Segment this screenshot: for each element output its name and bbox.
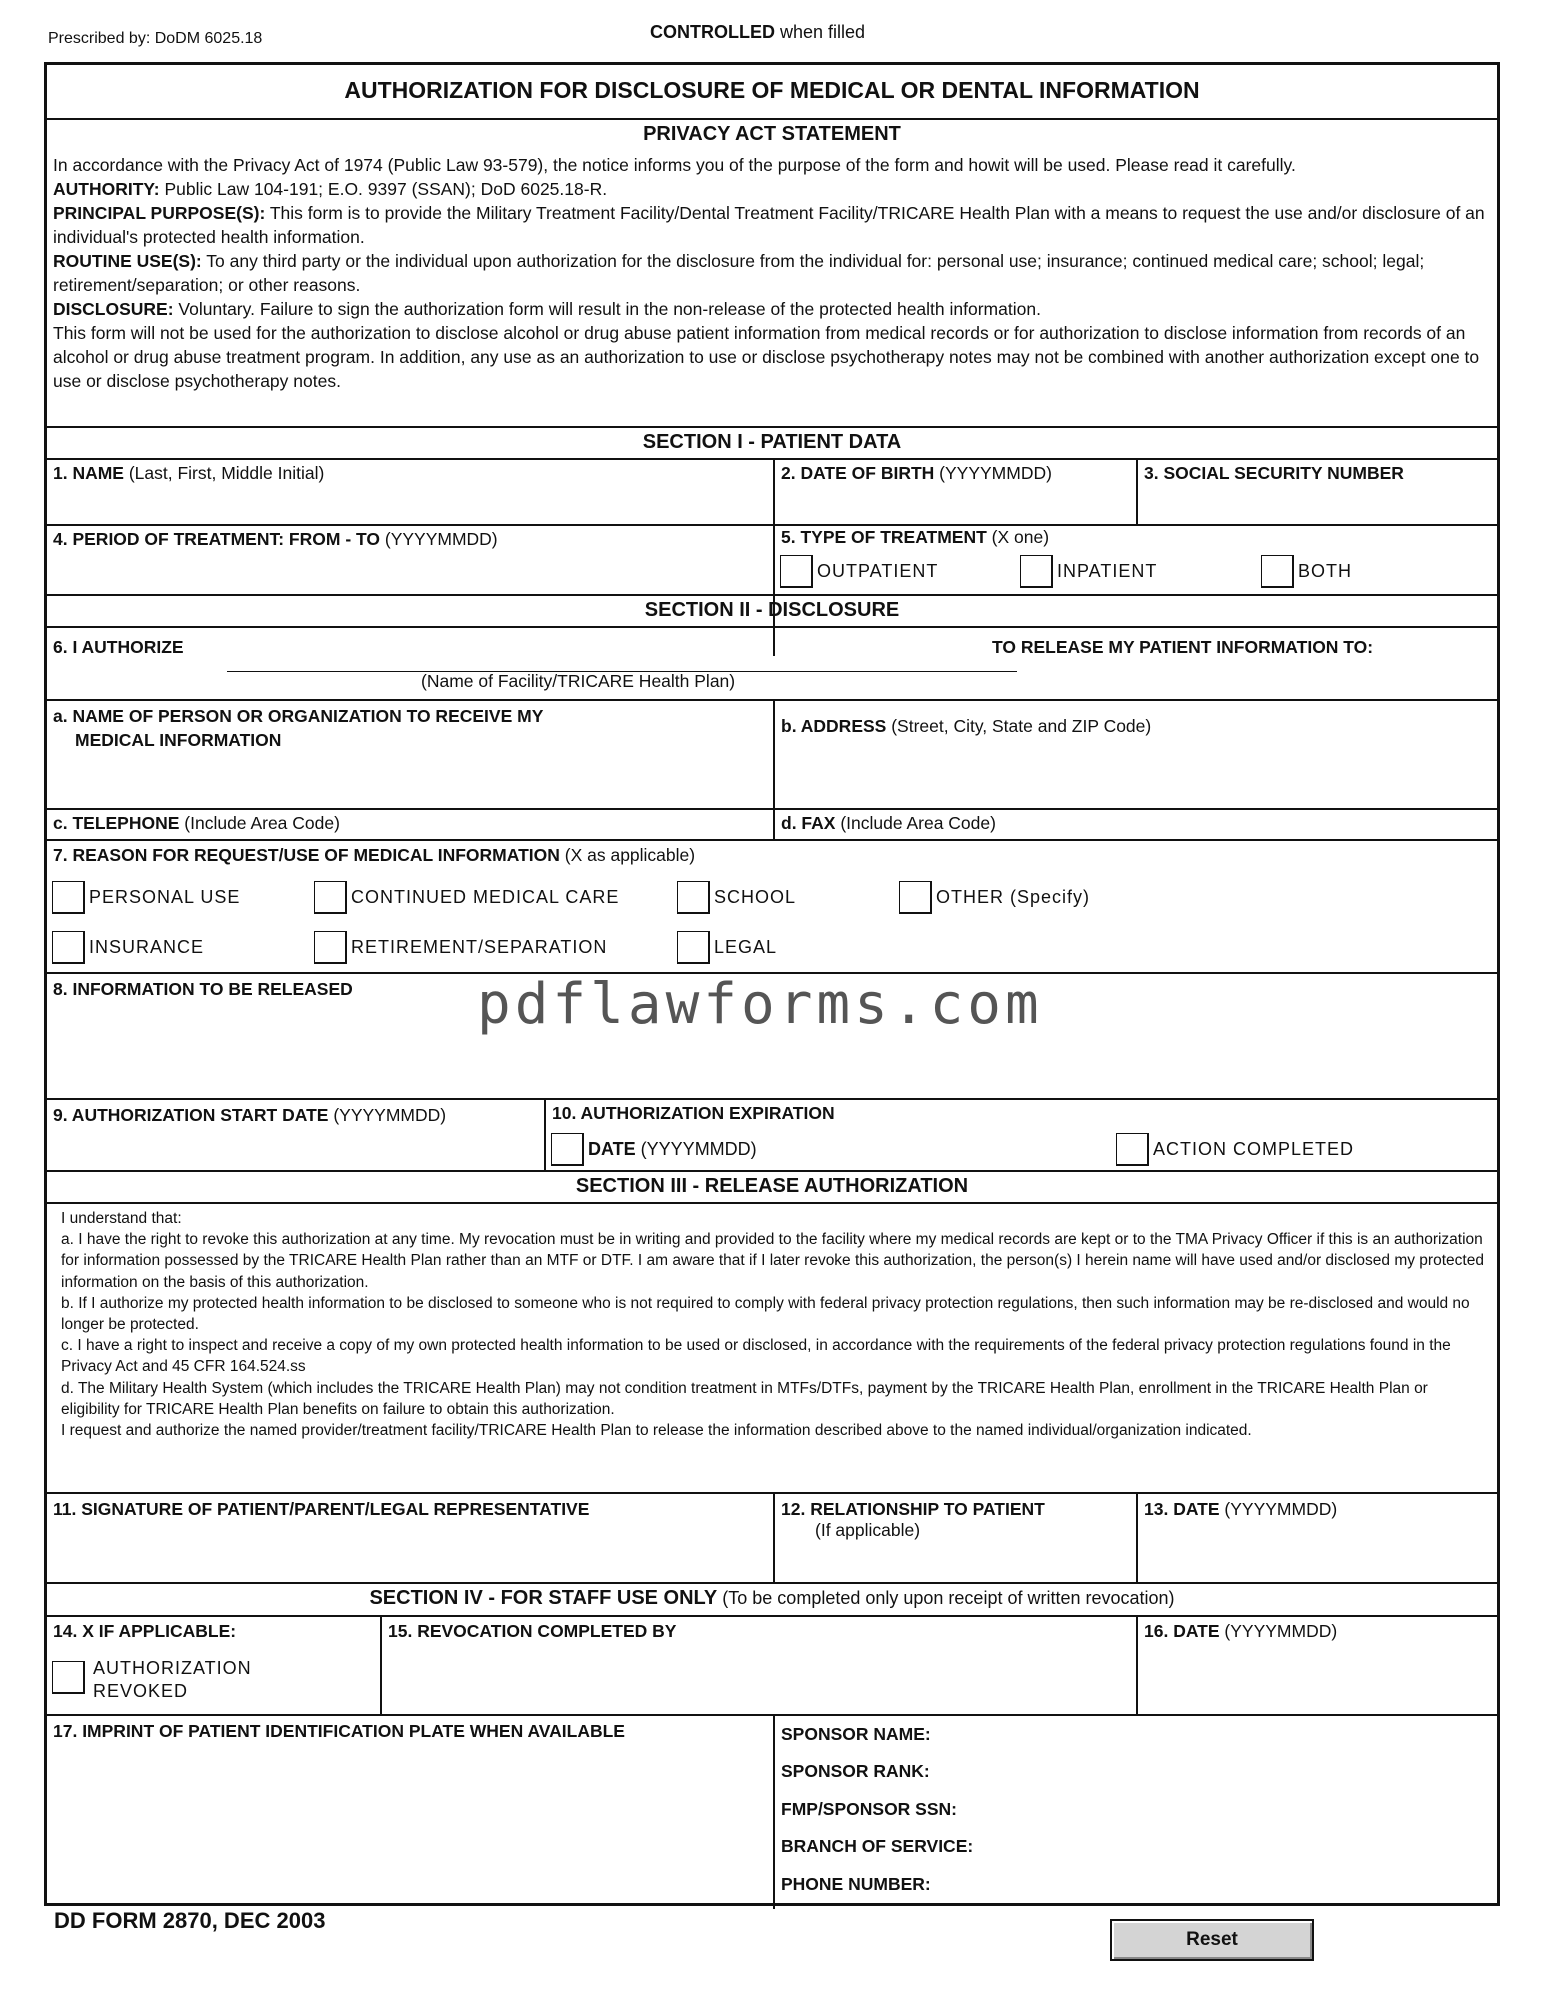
- imprint-field[interactable]: [53, 1721, 625, 1742]
- disclosure-label: DISCLOSURE:: [53, 299, 174, 319]
- authorization-form: [44, 62, 1500, 1906]
- dob-hint: (YYYYMMDD): [934, 463, 1052, 483]
- fax-hint: (Include Area Code): [835, 813, 996, 833]
- signature-label: 11. SIGNATURE OF PATIENT/PARENT/LEGAL REPRESENTATIVE: [53, 1499, 590, 1519]
- insurance-checkbox[interactable]: [52, 931, 85, 964]
- action-completed-label: ACTION COMPLETED: [1153, 1139, 1355, 1159]
- expiration-date-checkbox[interactable]: [551, 1133, 584, 1166]
- legal-checkbox[interactable]: [677, 931, 710, 964]
- telephone-label: c. TELEPHONE: [53, 813, 180, 833]
- relationship-label: 12. RELATIONSHIP TO PATIENT: [781, 1499, 1045, 1519]
- revoked-line-2: REVOKED: [93, 1681, 189, 1701]
- revocation-date-field[interactable]: [1144, 1621, 1337, 1642]
- period-hint: (YYYYMMDD): [380, 529, 498, 549]
- outpatient-label: OUTPATIENT: [817, 561, 939, 581]
- name-label: 1. NAME: [53, 463, 124, 483]
- form-number: DD FORM 2870, DEC 2003: [54, 1908, 326, 1933]
- reason-label: [53, 845, 695, 866]
- signature-date-field[interactable]: [1144, 1499, 1337, 1520]
- retirement-checkbox[interactable]: [314, 931, 347, 964]
- treatment-type-label: 5. TYPE OF TREATMENT: [781, 527, 987, 547]
- signature-field[interactable]: [53, 1499, 589, 1520]
- reason-hint: (X as applicable): [559, 845, 696, 865]
- authority-text: Public Law 104-191; E.O. 9397 (SSAN); DoD 6025.18-R.: [159, 179, 608, 199]
- prescribed-by: Prescribed by: DoDM 6025.18: [48, 30, 263, 47]
- understand-text: I understand that:: [61, 1210, 182, 1227]
- authorize-label: [53, 637, 184, 658]
- fax-field[interactable]: [781, 813, 996, 834]
- address-hint: (Street, City, State and ZIP Code): [886, 716, 1152, 736]
- expiration-date-label: [588, 1139, 757, 1161]
- section3-heading: SECTION III - RELEASE AUTHORIZATION: [575, 1175, 969, 1197]
- school-label: SCHOOL: [714, 887, 797, 907]
- dob-label: 2. DATE OF BIRTH: [781, 463, 935, 483]
- privacy-intro: In accordance with the Privacy Act of 1974 (Public Law 93-579), the notice informs you of the purpose of the form and howit will be used. Please read it carefully.: [53, 155, 1296, 175]
- revocation-date-hint: (YYYYMMDD): [1219, 1621, 1338, 1641]
- term-d: d. The Military Health System (which includes the TRICARE Health Plan) may not condition treatment in MTFs/DTFs, payment by the TRICARE Health Plan, enrollment in the TRICARE Health Plan or eligibility for TRICARE Health Plan benefits on failure to obtain this authorization.: [61, 1379, 1428, 1418]
- reason-label-text: 7. REASON FOR REQUEST/USE OF MEDICAL INFORMATION: [53, 845, 560, 865]
- info-released-label: 8. INFORMATION TO BE RELEASED: [53, 979, 353, 999]
- term-b: b. If I authorize my protected health information to be disclosed to someone who is not required to comply with federal privacy protection regulations, then such information may be re-disclosed and would no longer be protected.: [61, 1294, 1470, 1334]
- purpose-text: This form is to provide the Military Treatment Facility/Dental Treatment Facility/TRICARE Health Plan with a means to request the use and/or disclosure of an individual's protected health information.: [53, 203, 1485, 247]
- phone-number-label: PHONE NUMBER:: [781, 1874, 931, 1894]
- signature-date-label: 13. DATE: [1144, 1499, 1220, 1519]
- other-label: OTHER (Specify): [936, 887, 1091, 907]
- privacy-authority: [53, 177, 1487, 201]
- personal-use-checkbox[interactable]: [52, 881, 85, 914]
- disclosure-text: Voluntary. Failure to sign the authorization form will result in the non-release of the protected health information.: [173, 299, 1041, 319]
- fmp-ssn-field[interactable]: [781, 1799, 957, 1820]
- start-date-label: 9. AUTHORIZATION START DATE: [53, 1105, 329, 1125]
- sponsor-rank-field[interactable]: [781, 1761, 930, 1782]
- controlled-rest: when filled: [775, 22, 866, 42]
- section4-heading: [47, 1587, 1497, 1610]
- release-to-label: [992, 637, 1373, 658]
- insurance-label: INSURANCE: [89, 937, 205, 957]
- facility-hint: (Name of Facility/TRICARE Health Plan): [421, 671, 736, 691]
- period-label: 4. PERIOD OF TREATMENT: FROM - TO: [53, 529, 380, 549]
- routine-label: ROUTINE USE(S):: [53, 251, 202, 271]
- relationship-hint: (If applicable): [815, 1520, 921, 1540]
- address-field[interactable]: [781, 716, 1151, 737]
- x-if-applicable-label: 14. X IF APPLICABLE:: [53, 1621, 237, 1641]
- start-date-hint: (YYYYMMDD): [328, 1105, 447, 1125]
- release-to-text: TO RELEASE MY PATIENT INFORMATION TO:: [992, 637, 1374, 657]
- start-date-field[interactable]: [53, 1105, 446, 1126]
- info-released-field[interactable]: [53, 979, 353, 1000]
- branch-field[interactable]: [781, 1836, 973, 1857]
- phone-number-field[interactable]: [781, 1874, 931, 1895]
- sponsor-name-label: SPONSOR NAME:: [781, 1724, 931, 1744]
- routine-text: To any third party or the individual upon authorization for the disclosure from the individual for: personal use; insurance; continued medical care; school; legal; retirement/separation; or other reasons.: [53, 251, 1425, 295]
- authority-label: AUTHORITY:: [53, 179, 160, 199]
- release-terms: [61, 1208, 1487, 1441]
- request-text: I request and authorize the named provider/treatment facility/TRICARE Health Plan to release the information described above to the named individual/organization indicated.: [61, 1422, 1252, 1440]
- authorize-text: 6. I AUTHORIZE: [53, 637, 184, 657]
- expiration-date-text: DATE: [588, 1139, 636, 1159]
- recipient-label-2: MEDICAL INFORMATION: [75, 730, 282, 750]
- revoked-line-1: AUTHORIZATION: [93, 1658, 252, 1678]
- watermark: pdflawforms.com: [477, 972, 1043, 1037]
- address-label: b. ADDRESS: [781, 716, 887, 736]
- reset-button[interactable]: Reset: [1110, 1919, 1314, 1961]
- ssn-label: 3. SOCIAL SECURITY NUMBER: [1144, 463, 1404, 483]
- branch-label: BRANCH OF SERVICE:: [781, 1836, 974, 1856]
- fax-label: d. FAX: [781, 813, 836, 833]
- revocation-date-label: 16. DATE: [1144, 1621, 1220, 1641]
- term-a: a. I have the right to revoke this authorization at any time. My revocation must be in writing and provided to the facility where my medical records are kept or to the TMA Privacy Officer if this is an authorization for information possessed by the TRICARE Health Plan rather than an MTF or DTF. I am aware that if I later revoke this authorization, the person(s) I herein name will have used and/or disclosed my protected information on the basis of this authorization.: [61, 1231, 1484, 1291]
- other-checkbox[interactable]: [899, 881, 932, 914]
- continued-care-label: CONTINUED MEDICAL CARE: [351, 887, 620, 907]
- relationship-field[interactable]: [781, 1499, 1045, 1541]
- expiration-label-text: 10. AUTHORIZATION EXPIRATION: [552, 1103, 835, 1123]
- retirement-label: RETIREMENT/SEPARATION: [351, 937, 608, 957]
- term-c: c. I have a right to inspect and receive a copy of my own protected health information to be used or disclosed, in accordance with the requirements of the federal privacy protection regulations found in the Privacy Act and 45 CFR 164.524.ss: [61, 1337, 1451, 1376]
- privacy-purpose: [53, 201, 1487, 249]
- inpatient-label: INPATIENT: [1057, 561, 1158, 581]
- signature-date-hint: (YYYYMMDD): [1219, 1499, 1338, 1519]
- section4-heading-rest: (To be completed only upon receipt of written revocation): [717, 1588, 1175, 1608]
- imprint-label: 17. IMPRINT OF PATIENT IDENTIFICATION PLATE WHEN AVAILABLE: [53, 1721, 625, 1741]
- section2-heading: SECTION II - DISCLOSURE: [644, 599, 900, 621]
- both-label: BOTH: [1298, 561, 1353, 581]
- revocation-completed-field[interactable]: [388, 1621, 676, 1642]
- sponsor-name-field[interactable]: [781, 1724, 931, 1745]
- treatment-type-hint: (X one): [986, 527, 1050, 547]
- sponsor-rank-label: SPONSOR RANK:: [781, 1761, 930, 1781]
- continued-care-checkbox[interactable]: [314, 881, 347, 914]
- telephone-field[interactable]: [53, 813, 340, 834]
- expiration-label: [552, 1103, 835, 1124]
- revocation-completed-label: 15. REVOCATION COMPLETED BY: [388, 1621, 677, 1641]
- privacy-note: This form will not be used for the authorization to disclose alcohol or drug abuse patient information from medical records or for authorization to disclose information from records of an alcohol or drug abuse treatment program. In addition, any use as an authorization to use or disclose psychotherapy notes may not be combined with another authorization except one to use or disclose psychotherapy notes.: [53, 323, 1480, 391]
- recipient-field[interactable]: [53, 704, 543, 752]
- recipient-label-1: a. NAME OF PERSON OR ORGANIZATION TO RECEIVE MY: [53, 706, 544, 726]
- both-checkbox[interactable]: [1261, 555, 1294, 588]
- controlled-notice: [650, 22, 865, 43]
- privacy-routine: [53, 249, 1487, 297]
- legal-label: LEGAL: [714, 937, 778, 957]
- inpatient-checkbox[interactable]: [1020, 555, 1053, 588]
- name-hint: (Last, First, Middle Initial): [123, 463, 325, 483]
- treatment-type: [781, 527, 1049, 548]
- fmp-ssn-label: FMP/SPONSOR SSN:: [781, 1799, 957, 1819]
- expiration-date-hint: (YYYYMMDD): [635, 1139, 757, 1159]
- personal-use-label: PERSONAL USE: [89, 887, 241, 907]
- outpatient-checkbox[interactable]: [780, 555, 813, 588]
- section1-heading: SECTION I - PATIENT DATA: [642, 431, 902, 453]
- privacy-statement: [53, 153, 1487, 393]
- authorization-revoked-label: [93, 1657, 252, 1703]
- section4-heading-bold: SECTION IV - FOR STAFF USE ONLY: [369, 1587, 718, 1609]
- name-field[interactable]: [53, 463, 324, 484]
- controlled-word: CONTROLLED: [650, 22, 775, 42]
- period-field[interactable]: [53, 529, 498, 550]
- action-completed-checkbox[interactable]: [1116, 1133, 1149, 1166]
- authorization-revoked-checkbox[interactable]: [52, 1661, 85, 1694]
- x-if-applicable: [53, 1621, 236, 1642]
- privacy-heading: PRIVACY ACT STATEMENT: [643, 123, 901, 145]
- form-title: AUTHORIZATION FOR DISCLOSURE OF MEDICAL OR DENTAL INFORMATION: [344, 77, 1200, 103]
- purpose-label: PRINCIPAL PURPOSE(S):: [53, 203, 266, 223]
- ssn-field[interactable]: [1144, 463, 1404, 484]
- dob-field[interactable]: [781, 463, 1052, 484]
- privacy-disclosure: [53, 297, 1487, 321]
- school-checkbox[interactable]: [677, 881, 710, 914]
- telephone-hint: (Include Area Code): [179, 813, 340, 833]
